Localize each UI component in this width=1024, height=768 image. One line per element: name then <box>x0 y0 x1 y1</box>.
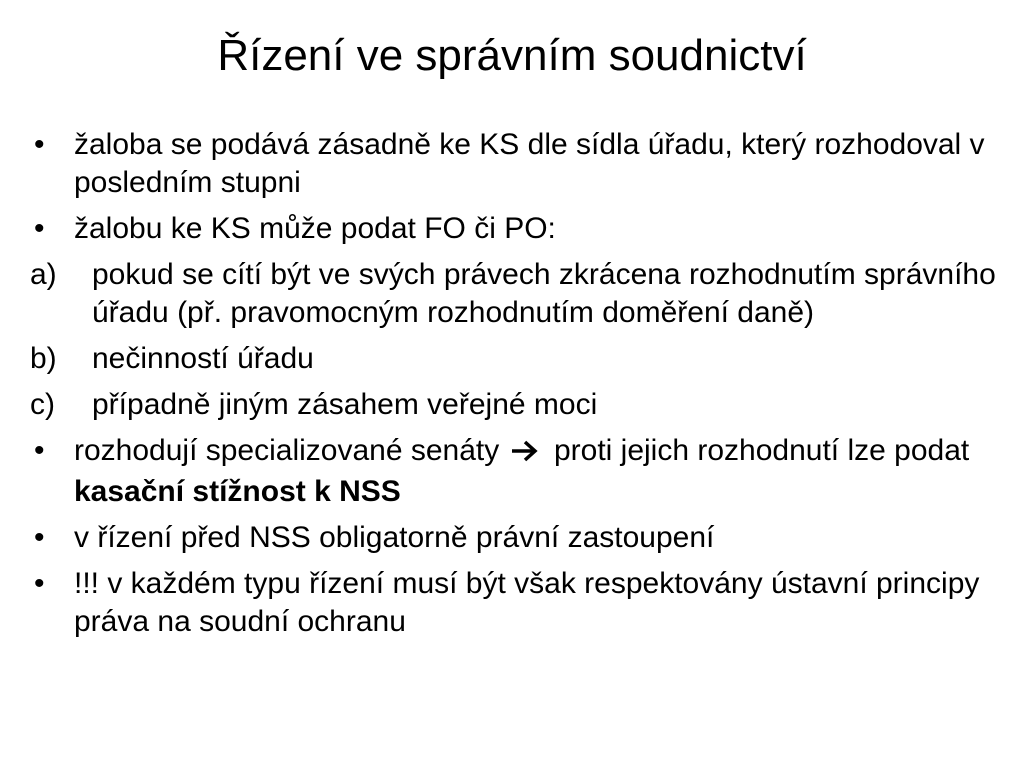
bullet-marker: • <box>34 521 45 554</box>
bullet-marker: • <box>34 434 45 467</box>
lettered-item <box>30 340 1000 378</box>
letter-marker: c) <box>30 388 55 421</box>
bullet-text-composite <box>74 432 1000 511</box>
bullet-text: žalobu ke KS může podat FO či PO: <box>74 212 556 245</box>
bullet-text: žaloba se podává zásadně ke KS dle sídla úřadu, který rozhodoval v posledním stupni <box>74 128 985 199</box>
lettered-text: případně jiným zásahem veřejné moci <box>92 388 598 421</box>
bullet-marker: • <box>34 128 45 161</box>
lettered-item <box>30 386 1000 424</box>
bullet-item <box>30 519 1000 557</box>
bullet-text-before: rozhodují specializované senáty <box>74 434 500 467</box>
lettered-text: nečinností úřadu <box>92 342 314 375</box>
bullet-text-after: proti jejich rozhodnutí lze podat <box>553 434 970 467</box>
bullet-marker: • <box>34 567 45 600</box>
bullet-text: v řízení před NSS obligatorně právní zastoupení <box>74 521 715 554</box>
bullet-item <box>30 210 1000 248</box>
letter-marker: b) <box>30 342 57 375</box>
lettered-item <box>30 256 1000 332</box>
bullet-item <box>30 432 1000 511</box>
lettered-text: pokud se cítí být ve svých právech zkrácena rozhodnutím správního úřadu (př. pravomocným rozhodnutím doměření daně) <box>92 258 996 329</box>
bullet-marker: • <box>34 212 45 245</box>
bullet-item <box>30 126 1000 202</box>
letter-marker: a) <box>30 258 57 291</box>
bullet-item <box>30 565 1000 641</box>
bullet-text-bold: kasační stížnost k NSS <box>74 475 401 508</box>
bullet-text: !!! v každém typu řízení musí být však respektovány ústavní principy práva na soudní ochranu <box>74 567 980 638</box>
slide-body <box>30 126 1000 649</box>
right-arrow-icon <box>510 435 540 473</box>
slide-title: Řízení ve správním soudnictví <box>217 31 807 80</box>
